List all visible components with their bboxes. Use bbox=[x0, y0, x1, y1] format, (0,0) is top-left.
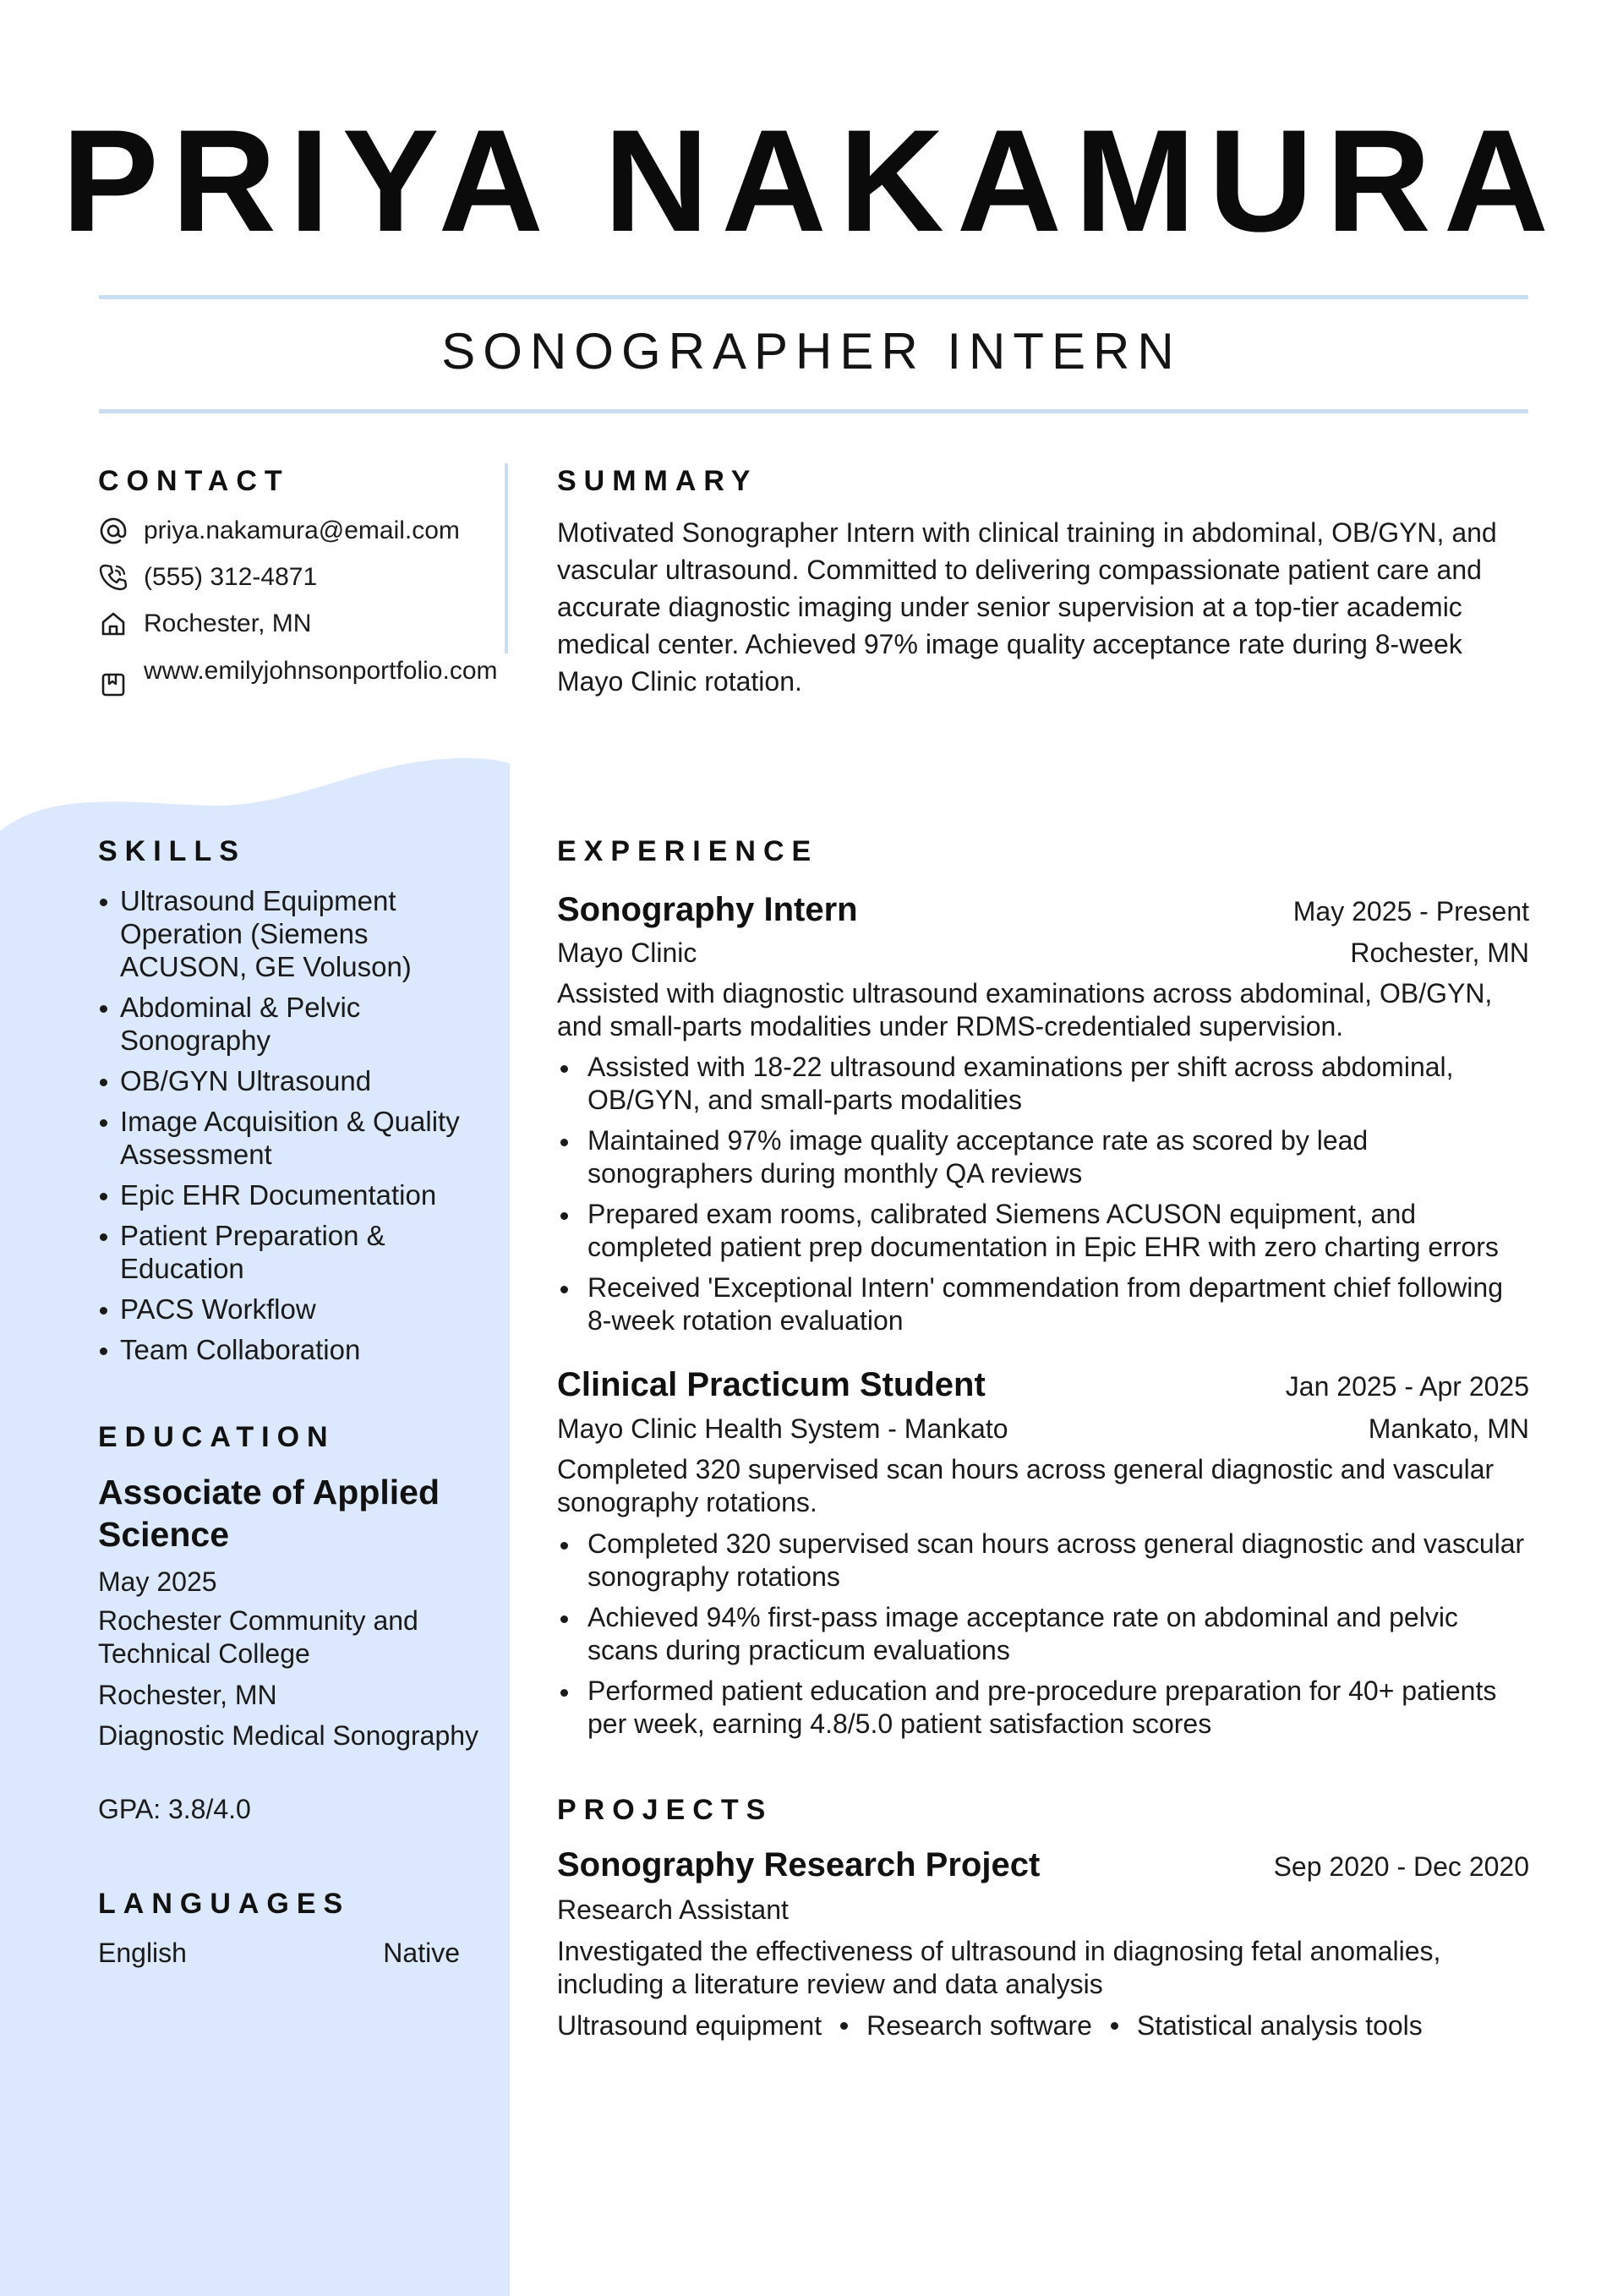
projects-heading: PROJECTS bbox=[557, 1794, 773, 1826]
skill-item: Team Collaboration bbox=[98, 1333, 470, 1366]
project-tags bbox=[557, 2009, 1529, 2042]
job-location: Rochester, MN bbox=[1350, 938, 1529, 968]
job-description: Assisted with diagnostic ultrasound examinations across abdominal, OB/GYN, and small-parts modalities under RDMS-credentialed supervision. bbox=[557, 978, 1493, 1041]
job-location: Mankato, MN bbox=[1368, 1413, 1529, 1444]
job-subheader bbox=[557, 1412, 1529, 1446]
education-date: May 2025 bbox=[98, 1566, 217, 1597]
portfolio-icon bbox=[98, 670, 128, 700]
languages-heading: LANGUAGES bbox=[98, 1888, 351, 1920]
job-bullet: Received 'Exceptional Intern' commendation from department chief following 8-week rotation evaluation bbox=[557, 1271, 1529, 1337]
job-bullet: Achieved 94% first-pass image acceptance rate on abdominal and pelvic scans during practicum evaluations bbox=[557, 1601, 1529, 1667]
job-bullets bbox=[557, 1051, 1529, 1345]
phone-icon bbox=[98, 562, 128, 593]
project-header bbox=[557, 1845, 1529, 1887]
job-bullet: Maintained 97% image quality acceptance rate as scored by lead sonographers during monthly QA reviews bbox=[557, 1124, 1529, 1190]
summary-text: Motivated Sonographer Intern with clinical training in abdominal, OB/GYN, and vascular ultrasound. Committed to delivering compassionate patient care and accurate diagnostic imaging under senior supervision at a top-tier academic medical center. Achieved 97% image quality acceptance rate during 8-week Mayo Clinic rotation. bbox=[557, 517, 1497, 697]
job-bullets bbox=[557, 1528, 1529, 1748]
header-rule-top bbox=[99, 295, 1528, 299]
tag-separator bbox=[840, 2022, 848, 2030]
job-description: Completed 320 supervised scan hours across general diagnostic and vascular sonography rotations. bbox=[557, 1454, 1495, 1517]
skill-item: Ultrasound Equipment Operation (Siemens ACUSON, GE Voluson) bbox=[98, 884, 470, 983]
job-title-text: Clinical Practicum Student bbox=[557, 1366, 986, 1403]
education-heading: EDUCATION bbox=[98, 1421, 336, 1453]
phone-text[interactable]: (555) 312-4871 bbox=[144, 563, 318, 591]
project-tag: Research software bbox=[866, 2010, 1092, 2041]
header-rule-bottom bbox=[99, 409, 1528, 413]
contact-email bbox=[98, 516, 507, 546]
skill-item: Image Acquisition & Quality Assessment bbox=[98, 1105, 470, 1171]
location-text: Rochester, MN bbox=[144, 610, 312, 637]
job-dates: May 2025 - Present bbox=[1292, 896, 1529, 927]
project-description: Investigated the effectiveness of ultrasound in diagnosing fetal anomalies, including a literature review and data analysis bbox=[557, 1936, 1441, 1999]
skills-list bbox=[98, 884, 470, 1374]
home-icon bbox=[98, 609, 128, 639]
education-degree: Associate of Applied Science bbox=[98, 1473, 440, 1554]
skill-item: Abdominal & Pelvic Sonography bbox=[98, 991, 470, 1057]
language-name: English bbox=[98, 1938, 187, 1968]
job-bullet: Assisted with 18-22 ultrasound examinations per shift across abdominal, OB/GYN, and small-parts modalities bbox=[557, 1051, 1529, 1117]
project-dates: Sep 2020 - Dec 2020 bbox=[1273, 1851, 1529, 1882]
contact-heading: CONTACT bbox=[98, 465, 290, 497]
language-level: Native bbox=[383, 1938, 460, 1968]
at-sign-icon bbox=[98, 516, 128, 546]
contact-location bbox=[98, 609, 507, 639]
contact-website bbox=[98, 656, 507, 700]
education-location: Rochester, MN bbox=[98, 1680, 277, 1710]
job-title: SONOGRAPHER INTERN bbox=[441, 323, 1182, 380]
project-tag: Ultrasound equipment bbox=[557, 2010, 822, 2041]
candidate-name: PRIYA NAKAMURA bbox=[61, 100, 1562, 262]
project-role bbox=[557, 1893, 1529, 1927]
job-dates: Jan 2025 - Apr 2025 bbox=[1285, 1371, 1529, 1402]
job-bullet: Prepared exam rooms, calibrated Siemens ACUSON equipment, and completed patient prep documentation in Epic EHR with zero charting errors bbox=[557, 1198, 1529, 1264]
project-title: Sonography Research Project bbox=[557, 1846, 1041, 1883]
job-bullet: Performed patient education and pre-procedure preparation for 40+ patients per week, earning 4.8/5.0 patient satisfaction scores bbox=[557, 1675, 1529, 1741]
skill-item: Patient Preparation & Education bbox=[98, 1219, 470, 1285]
skill-item: PACS Workflow bbox=[98, 1293, 470, 1326]
email-text[interactable]: priya.nakamura@email.com bbox=[144, 517, 460, 544]
job-title-text: Sonography Intern bbox=[557, 891, 858, 928]
tag-separator bbox=[1111, 2022, 1118, 2030]
summary-heading: SUMMARY bbox=[557, 465, 758, 497]
language-row bbox=[98, 1936, 460, 1970]
project-tag: Statistical analysis tools bbox=[1136, 2010, 1423, 2041]
job-bullet: Completed 320 supervised scan hours across general diagnostic and vascular sonography rotations bbox=[557, 1528, 1529, 1594]
website-text[interactable]: www.emilyjohnsonportfolio.com bbox=[144, 657, 498, 685]
project-role-text: Research Assistant bbox=[557, 1894, 789, 1925]
education-field: Diagnostic Medical Sonography bbox=[98, 1720, 479, 1751]
job-header bbox=[557, 889, 1529, 932]
job-subheader bbox=[557, 936, 1529, 970]
skill-item: OB/GYN Ultrasound bbox=[98, 1064, 470, 1097]
education-school: Rochester Community and Technical College bbox=[98, 1605, 418, 1669]
job-header bbox=[557, 1364, 1529, 1407]
skill-item: Epic EHR Documentation bbox=[98, 1178, 470, 1211]
contact-phone bbox=[98, 562, 507, 593]
skills-heading: SKILLS bbox=[98, 835, 246, 867]
job-company: Mayo Clinic Health System - Mankato bbox=[557, 1413, 1008, 1444]
experience-heading: EXPERIENCE bbox=[557, 835, 819, 867]
education-gpa: GPA: 3.8/4.0 bbox=[98, 1794, 251, 1824]
job-company: Mayo Clinic bbox=[557, 938, 697, 968]
